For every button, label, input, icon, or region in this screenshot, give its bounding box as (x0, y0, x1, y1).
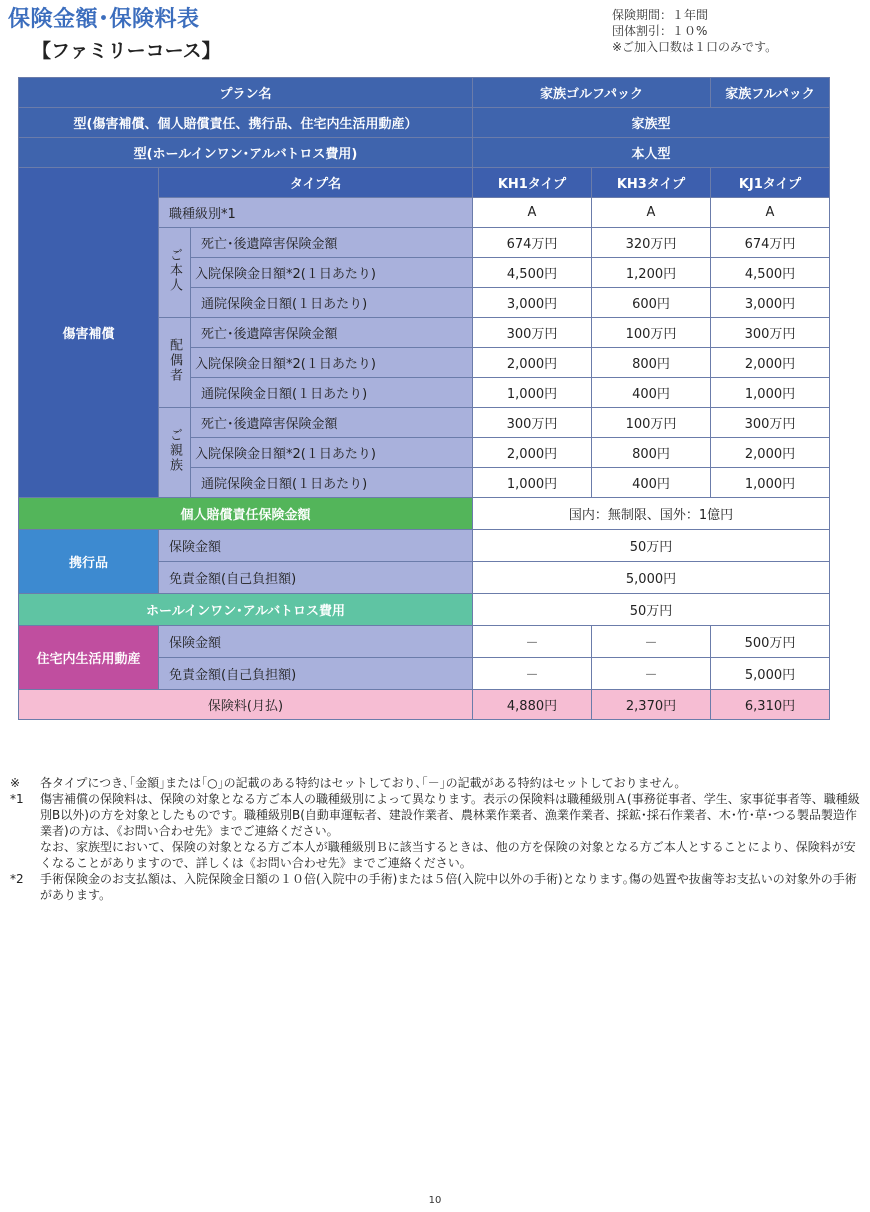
cell-value: 400円 (592, 378, 711, 408)
footnote-text: なお、家族型において、保険の対象となる方ご本人が職種級別Ｂに該当するときは、他の方を保険の対象となる方ご本人とすることにより、保険料が安くなることがありますので、詳しくは《お問い合わせ先》までご連絡ください。 (40, 840, 856, 870)
plan-golf: 家族ゴルフパック (473, 78, 711, 108)
cell-value: A (711, 198, 830, 228)
cell-value: 1,000円 (711, 378, 830, 408)
cell-value: 300万円 (473, 408, 592, 438)
group-discount: 団体割引：１０% (612, 24, 708, 38)
holeinone-label: ホールインワン･アルバトロス費用 (19, 594, 473, 626)
row-label: 入院保険金日額*2(１日あたり) (191, 348, 473, 378)
premium-value: 6,310円 (711, 690, 830, 720)
cell-value: 100万円 (592, 318, 711, 348)
footnote-mark: *1 (10, 792, 24, 806)
type-row1-label: 型(傷害補償、個人賠償責任、携行品、住宅内生活用動産） (19, 108, 473, 138)
belongings-deductible-value: 5,000円 (473, 562, 830, 594)
row-label: 死亡･後遺障害保険金額 (191, 408, 473, 438)
cell-value: 1,000円 (473, 468, 592, 498)
cell-value: 4,500円 (711, 258, 830, 288)
cell-value: 600円 (592, 288, 711, 318)
group-label-relatives: ご親族 (159, 408, 191, 498)
row-label: 入院保険金日額*2(１日あたり) (191, 438, 473, 468)
cell-value: 674万円 (473, 228, 592, 258)
belongings-label: 携行品 (19, 530, 159, 594)
cell-value: 320万円 (592, 228, 711, 258)
cell-value: － (473, 658, 592, 690)
type-row1-value: 家族型 (473, 108, 830, 138)
premium-value: 2,370円 (592, 690, 711, 720)
row-label: 通院保険金日額(１日あたり) (191, 288, 473, 318)
job-class-label: 職種級別*1 (159, 198, 473, 228)
cell-value: 674万円 (711, 228, 830, 258)
belongings-amount-label: 保険金額 (159, 530, 473, 562)
liability-value: 国内：無制限、国外：1億円 (473, 498, 830, 530)
type-row2-label: 型(ホールインワン･アルバトロス費用) (19, 138, 473, 168)
cell-value: 1,000円 (473, 378, 592, 408)
plan-full: 家族フルパック (711, 78, 830, 108)
footnote-text: 手術保険金のお支払額は、入院保険金日額の１０倍(入院中の手術)または５倍(入院中以外の手術)となります｡傷の処置や抜歯等お支払いの対象外の手術があります。 (40, 872, 857, 902)
section-injury: 傷害補償 (19, 168, 159, 498)
type-kj1: KJ1タイプ (711, 168, 830, 198)
cell-value: 800円 (592, 438, 711, 468)
cell-value: 3,000円 (711, 288, 830, 318)
cell-value: 1,200円 (592, 258, 711, 288)
plan-name-label: プラン名 (19, 78, 473, 108)
belongings-deductible-label: 免責金額(自己負担額) (159, 562, 473, 594)
row-label: 死亡･後遺障害保険金額 (191, 228, 473, 258)
holeinone-value: 50万円 (473, 594, 830, 626)
footnote-text: 各タイプにつき､｢金額｣または｢○｣の記載のある特約はセットしており､｢－｣の記載がある特約はセットしておりません。 (40, 776, 687, 790)
footnote-mark: ※ (10, 776, 21, 790)
cell-value: 300万円 (711, 408, 830, 438)
cell-value: － (592, 626, 711, 658)
cell-value: 100万円 (592, 408, 711, 438)
policy-period: 保険期間：１年間 (612, 8, 709, 22)
row-label: 通院保険金日額(１日あたり) (191, 468, 473, 498)
cell-value: 500万円 (711, 626, 830, 658)
cell-value: A (592, 198, 711, 228)
premium-value: 4,880円 (473, 690, 592, 720)
footnote (10, 791, 860, 871)
cell-value: A (473, 198, 592, 228)
liability-label: 個人賠償責任保険金額 (19, 498, 473, 530)
row-label: 死亡･後遺障害保険金額 (191, 318, 473, 348)
cell-value: 2,000円 (711, 348, 830, 378)
cell-value: － (592, 658, 711, 690)
cell-value: 2,000円 (473, 348, 592, 378)
cell-value: 300万円 (473, 318, 592, 348)
premium-label: 保険料(月払) (19, 690, 473, 720)
cell-value: 800円 (592, 348, 711, 378)
footnote (10, 871, 860, 903)
cell-value: 3,000円 (473, 288, 592, 318)
row-label: 入院保険金日額*2(１日あたり) (191, 258, 473, 288)
household-label: 住宅内生活用動産 (19, 626, 159, 690)
footnote (10, 775, 860, 791)
row-label: 通院保険金日額(１日あたり) (191, 378, 473, 408)
belongings-amount-value: 50万円 (473, 530, 830, 562)
units-note: ※ご加入口数は１口のみです。 (612, 40, 778, 54)
policy-meta (612, 7, 777, 55)
page-subtitle: 【ファミリーコース】 (32, 40, 221, 62)
cell-value: 1,000円 (711, 468, 830, 498)
cell-value: 4,500円 (473, 258, 592, 288)
cell-value: 400円 (592, 468, 711, 498)
page-number: 10 (428, 1195, 442, 1206)
cell-value: 2,000円 (473, 438, 592, 468)
footnotes (10, 775, 860, 903)
footnote-mark: *2 (10, 872, 24, 886)
group-label-spouse: 配偶者 (159, 318, 191, 408)
premium-table (18, 77, 830, 720)
cell-value: 300万円 (711, 318, 830, 348)
household-amount-label: 保険金額 (159, 626, 473, 658)
type-kh1: KH1タイプ (473, 168, 592, 198)
cell-value: 5,000円 (711, 658, 830, 690)
type-kh3: KH3タイプ (592, 168, 711, 198)
page-title: 保険金額･保険料表 (8, 7, 200, 32)
type-name-label: タイプ名 (159, 168, 473, 198)
group-label-self: ご本人 (159, 228, 191, 318)
cell-value: 2,000円 (711, 438, 830, 468)
type-row2-value: 本人型 (473, 138, 830, 168)
household-deductible-label: 免責金額(自己負担額) (159, 658, 473, 690)
footnote-text: 傷害補償の保険料は、保険の対象となる方ご本人の職種級別によって異なります。表示の保険料は職種級別Ａ(事務従事者、学生、家事従事者等、職種級別B以外)の方を対象としたものです。職種級別B(自動車運転者、建設作業者、農林業作業者、漁業作業者、採鉱･採石作業者、木･竹･草･つる製品製造作業者)の方は、《お問い合わせ先》までご連絡ください。 (40, 792, 860, 838)
cell-value: － (473, 626, 592, 658)
